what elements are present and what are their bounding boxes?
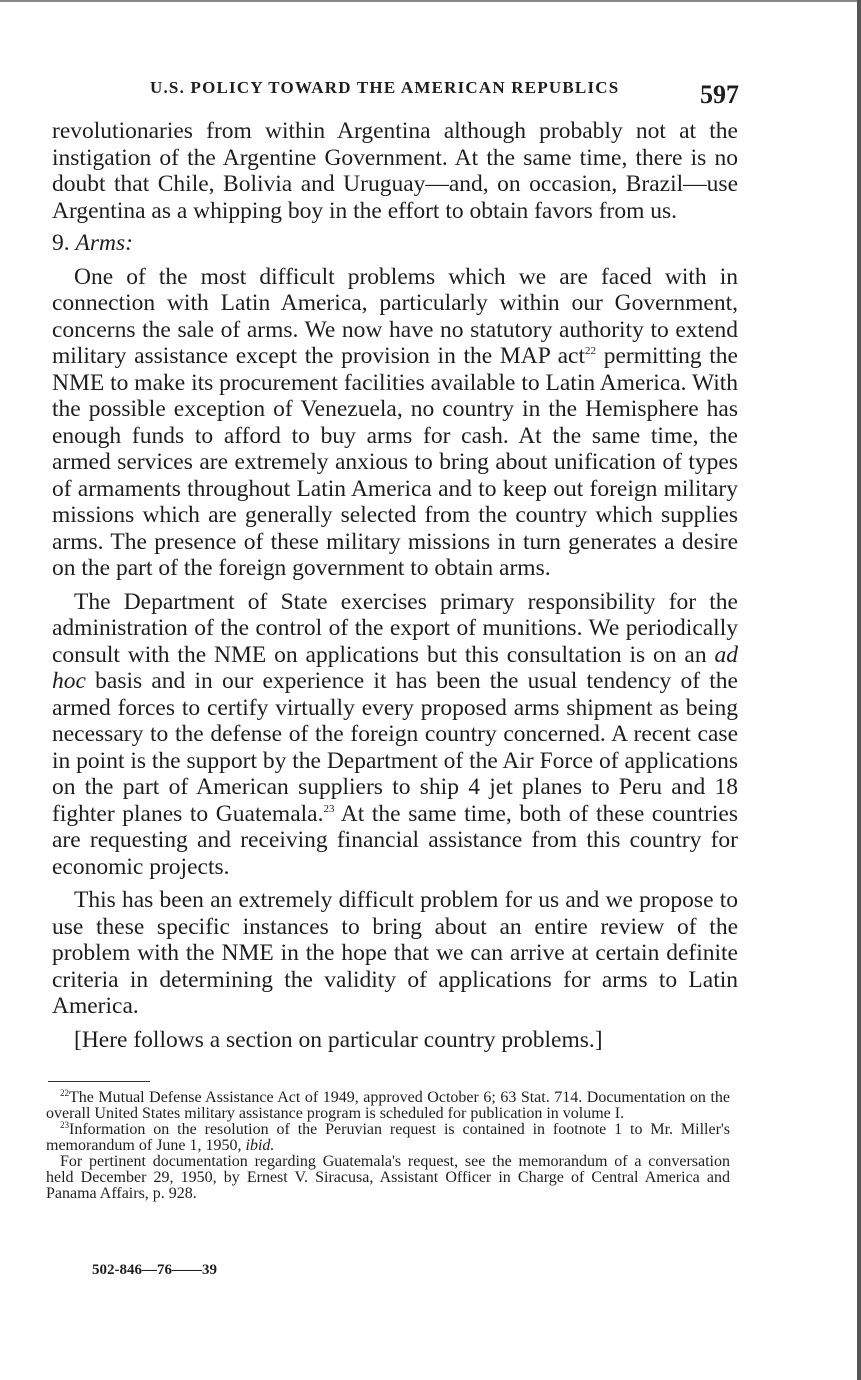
paragraph-review-proposal: This has been an extremely difficult problem for us and we propose to use these specific instances to bring about an entire review of the problem with the NME in the hope that we can arrive at certain definite criteria in determining the validity of applications for arms to Latin America. xyxy=(52,887,738,1019)
printer-code: 502-846—76——39 xyxy=(92,1262,217,1278)
footnote-22 xyxy=(46,1090,730,1122)
section-number: 9. xyxy=(52,230,70,256)
footnote-text: The Mutual Defense Assistance Act of 1949, approved October 6; 63 Stat. 714. Documentation on the overall United States military assistance program is scheduled for publication in volume I. xyxy=(46,1089,730,1122)
footnotes xyxy=(46,1090,730,1202)
page-top-edge xyxy=(0,0,861,2)
running-head: U.S. POLICY TOWARD THE AMERICAN REPUBLICS xyxy=(150,78,620,97)
paragraph-text: permitting the NME to make its procurement facilities available to Latin America. With the possible exception of Venezuela, no country in the Hemisphere has enough funds to afford to buy arms for cash. At the same time, the armed services are extremely anxious to bring about unification of types of armaments throughout Latin America and to keep out foreign military missions which are generally selected from the country which supplies arms. The presence of these military missions in turn generates a desire on the part of the foreign government to obtain arms. xyxy=(52,343,738,581)
footnote-ref-23[interactable]: 23 xyxy=(323,802,335,815)
paragraph-text: At the same time, both of these countries are requesting and receiving financial assistance from this country for economic projects. xyxy=(52,800,739,880)
footnote-23 xyxy=(46,1122,730,1154)
footnote-marker: 23 xyxy=(60,1120,69,1130)
paragraph-arms-problem xyxy=(52,264,738,582)
paragraph-text: basis and in our experience it has been the usual tendency of the armed forces to certify virtually every proposed arms shipment as being necessary to the defense of the foreign country concerned. A recent case in point is the support by the Department of the Air Force of applications on the part of American suppliers to ship 4 jet planes to Peru and 18 fighter planes to Guatemala. xyxy=(52,668,738,827)
section-heading xyxy=(52,230,738,257)
footnote-text: Information on the resolution of the Peruvian request is contained in footnote 1 to Mr. Miller's memorandum of June 1, 1950, xyxy=(46,1121,730,1154)
editorial-note: [Here follows a section on particular country problems.] xyxy=(74,1026,603,1053)
paragraph-state-department xyxy=(52,589,738,881)
footnote-marker: 22 xyxy=(60,1088,69,1098)
page-binding-edge xyxy=(857,0,861,1380)
page-number: 597 xyxy=(700,80,739,109)
paragraph-continuation: revolutionaries from within Argentina although probably not at the instigation of the Argentine Government. At the same time, there is no doubt that Chile, Bolivia and Uruguay—and, on occasion, Brazil—use Argentina as a whipping boy in the effort to obtain favors from us. xyxy=(52,118,738,224)
italic-term: ad hoc xyxy=(52,641,738,694)
body-text xyxy=(52,118,738,1053)
footnote-separator xyxy=(48,1081,150,1082)
footnote-ref-22[interactable]: 22 xyxy=(585,345,597,357)
paragraph-text: One of the most difficult problems which we are faced with in connection with Latin America, particularly within our Government, concerns the sale of arms. We now have no statutory authority to extend military assistance except the provision in the MAP act xyxy=(52,263,738,369)
section-title: Arms: xyxy=(75,230,133,256)
paragraph-text: The Department of State exercises primary responsibility for the administration of the control of the export of munitions. We periodically consult with the NME on applications but this consultation is on an xyxy=(52,588,738,668)
footnote-italic: ibid. xyxy=(245,1137,275,1154)
footnote-23-continued: For pertinent documentation regarding Guatemala's request, see the memorandum of a conversation held December 29, 1950, by Ernest V. Siracusa, Assistant Officer in Charge of Central America and Panama Affairs, p. 928. xyxy=(46,1153,730,1202)
